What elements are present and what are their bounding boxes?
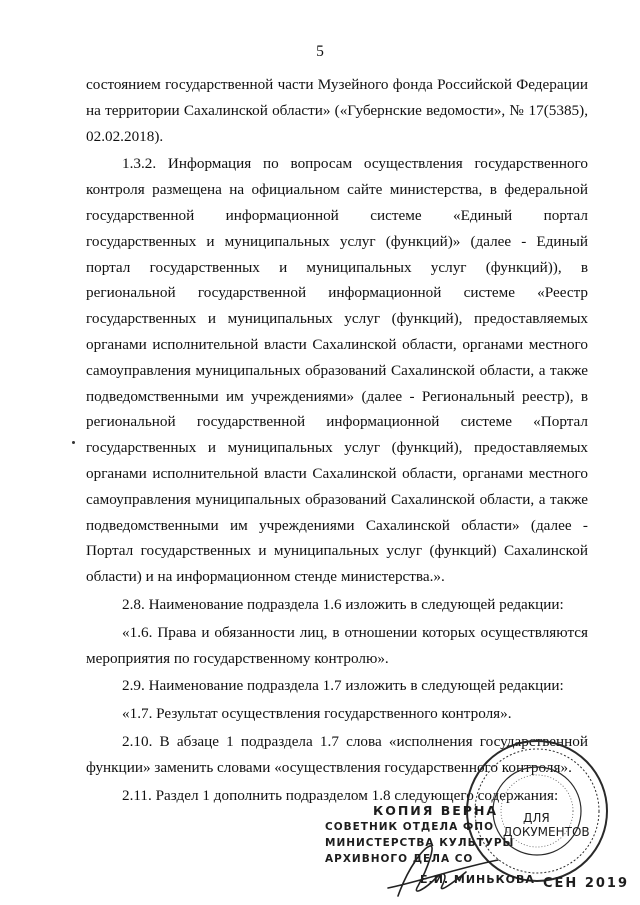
certifier-department: АРХИВНОГО ДЕЛА СО <box>325 853 474 865</box>
page-number: 5 <box>316 43 324 60</box>
paragraph-1-3-2: 1.3.2. Информация по вопросам осуществления государственного контроля размещена на официальном сайте министерства, в федеральной государственной информационной системе «Единый портал государственных и муниципальных услуг (функций)» (далее - Единый портал государственных и муниципальных услуг (функций)), в региональной государственной информационной системе «Реестр государственных и муниципальных услуг (функций), предоставляемых органами исполнительной власти Сахалинской области, органами местного самоуправления муниципальных образований Сахалинской области, а также подведомственными им учреждениями» (далее - Региональный реестр), в региональной государственной информационной системе «Портал государственных и муниципальных услуг (функций), предоставляемых органами исполнительной власти Сахалинской области, органами местного самоуправления муниципальных образований Сахалинской области, а также подведомственными им учреждениями Сахалинской области» (далее - Портал государственных и муниципальных услуг (функций) Сахалинской области) и на информационном стенде министерства.». <box>86 155 588 586</box>
handwritten-signature <box>378 838 518 904</box>
stamp-label-for: ДЛЯ <box>523 811 550 825</box>
paragraph-1-7-title: «1.7. Результат осуществления государственного контроля». <box>122 705 512 723</box>
paragraph-2-8: 2.8. Наименование подраздела 1.6 изложить в следующей редакции: <box>122 595 564 613</box>
paragraph-2-9: 2.9. Наименование подраздела 1.7 изложить в следующей редакции: <box>122 677 564 695</box>
paragraph-2-11: 2.11. Раздел 1 дополнить подразделом 1.8 следующего содержания: <box>122 786 559 804</box>
paragraph-2-10: 2.10. В абзаце 1 подраздела 1.7 слова «исполнения государственной функции» заменить словами «осуществления государственного контроля». <box>86 732 588 776</box>
margin-dot <box>72 441 75 444</box>
paragraph-continuation: состоянием государственной части Музейного фонда Российской Федерации на территории Сахалинской области» («Губернские ведомости», № 17(5385), 02.02.2018). <box>86 76 588 145</box>
certifier-position: СОВЕТНИК ОТДЕЛА ФПО <box>325 821 495 833</box>
certifier-ministry: МИНИСТЕРСТВА КУЛЬТУРЫ <box>325 837 515 849</box>
stamp-label-documents: ДОКУМЕНТОВ <box>503 825 590 839</box>
document-body <box>86 72 588 808</box>
certifier-name: Е.И. МИНЬКОВА <box>420 873 535 886</box>
certification-date: СЕН 2019 <box>543 876 630 891</box>
paragraph-1-6-title: «1.6. Права и обязанности лиц, в отношении которых осуществляются мероприятия по государственному контролю». <box>86 623 588 667</box>
certification-title: КОПИЯ ВЕРНА <box>373 803 499 818</box>
